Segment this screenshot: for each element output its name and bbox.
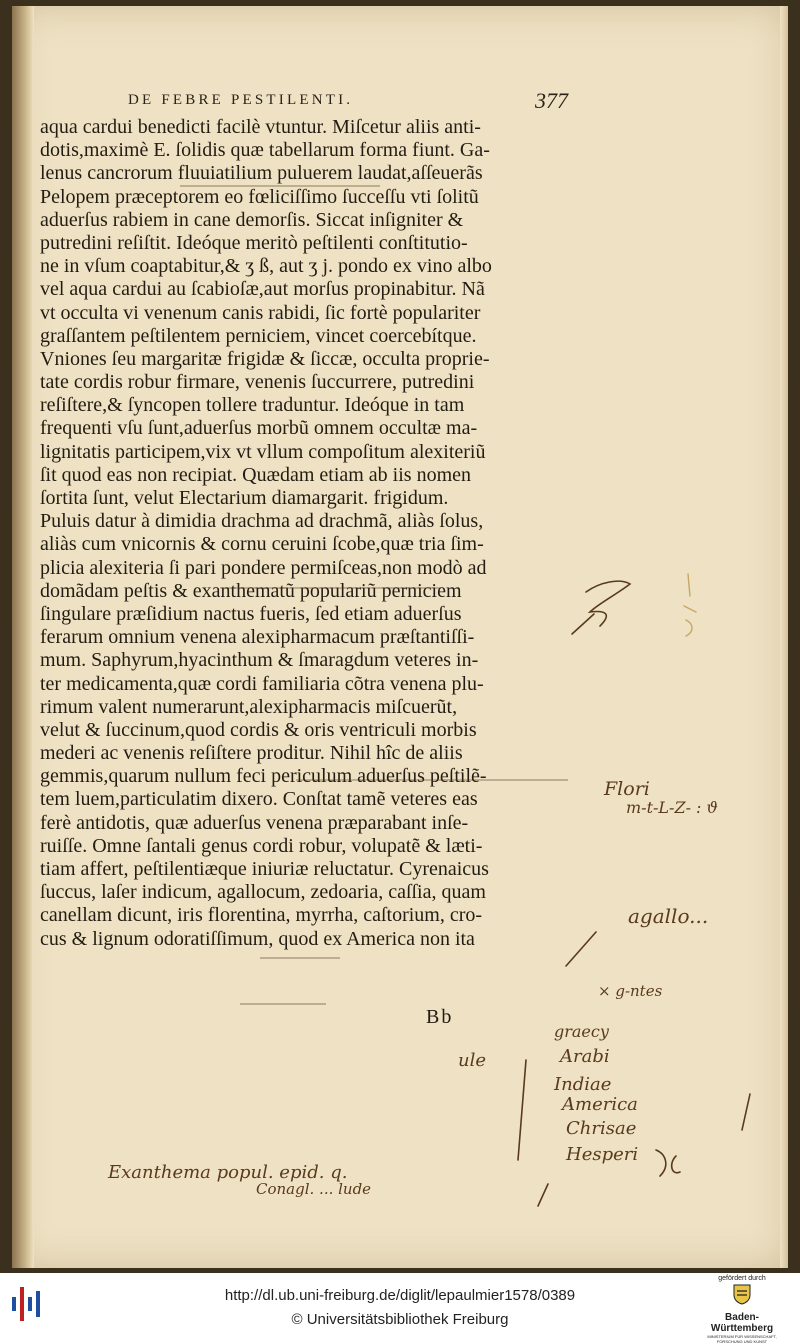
signature-mark: Bb: [426, 1006, 454, 1028]
baden-wuerttemberg-crest-icon: [730, 1283, 754, 1305]
text-line: dotis,maximè E. ſolidis quæ tabellarum forma fiunt. Ga-: [40, 139, 490, 162]
sponsor-state: Baden-Württemberg: [710, 1312, 774, 1334]
margin-list-item: Hesperi: [566, 1144, 639, 1165]
text-line: ne in vſum coaptabitur,& ʒ ß, aut ʒ j. pondo ex vino albo: [40, 255, 492, 278]
margin-list-item: America: [562, 1094, 638, 1115]
text-line: Puluis datur à dimidia drachma ad drachmã, aliàs ſolus,: [40, 510, 484, 533]
text-line: gemmis,quarum nullum feci periculum aduerſus peſtilẽ-: [40, 765, 487, 788]
text-line: ferè antidotis, quæ aduerſus venena præparabant inſe-: [40, 811, 469, 834]
margin-note-gentes: × g-ntes: [598, 982, 663, 1000]
running-head: DE FEBRE PESTILENTI.: [128, 92, 354, 108]
text-line: tem luem,particulatim dixero. Conſtat tamẽ veteres eas: [40, 788, 478, 811]
text-line: vel aqua cardui au ſcabioſæ,aut morſus propinabitur. Nã: [40, 278, 485, 301]
sponsor-label: gefördert durch: [718, 1275, 766, 1282]
text-line: ter medicamenta,quæ cordi familiaria cõtra venena plu-: [40, 672, 484, 695]
margin-mark-z: [586, 581, 630, 626]
text-line: reſiſtere,& ſyncopen tollere traduntur. Ideóque in tam: [40, 394, 465, 417]
text-line: aqua cardui benedicti facilè vtuntur. Miſcetur aliis anti-: [40, 116, 481, 138]
text-line: vt occulta vi venenum canis rabidi, ſic fortè populariter: [40, 301, 481, 324]
text-line: ſortita ſunt, velut Electarium diamargarit. frigidum.: [40, 487, 449, 509]
text-line: ſit quod eas non recipiat. Quædam etiam ab iis nomen: [40, 463, 472, 486]
offset-marks: [684, 574, 696, 636]
text-line: ruiſſe. Omne ſantali genus cordi robur, volupatẽ & læti-: [40, 834, 483, 857]
text-underlines: [180, 186, 568, 1004]
margin-list-item: Indiae: [554, 1074, 612, 1095]
margin-note-ule: ule: [458, 1050, 487, 1071]
text-line: aliàs cum vnicornis & cornu ceruini ſcobe,quæ tria ſim-: [40, 533, 484, 556]
text-line: graſſantem peſtilentem perniciem, vincet coercebítque.: [40, 324, 477, 347]
text-line: cus & lignum odoratiſſimum, quod ex America non ita: [40, 927, 475, 950]
margin-list-item: graecy: [554, 1022, 609, 1041]
text-line: ſingulare præſidium nactus fueris, ſed etiam aduerſus: [40, 602, 462, 625]
copyright-text: © Universitätsbibliothek Freiburg: [291, 1311, 509, 1328]
text-line: ferarum omnium venena alexipharmacum præſtantiſſi-: [40, 626, 475, 649]
bottom-note-line1: Exanthema popul. epid. q.: [108, 1162, 348, 1183]
margin-list-item: Arabi: [560, 1046, 610, 1067]
text-line: canellam dicunt, iris florentina, myrrha, caſtorium, cro-: [40, 904, 483, 927]
text-line: ſuccus, laſer indicum, agallocum, zedoaria, caſſia, quam: [40, 881, 486, 904]
text-line: lenus cancrorum fluuiatilium puluerem laudat,aſſeuerãs: [40, 162, 483, 185]
text-line: velut & ſuccinum,quod cordis & oris ventriculi morbis: [40, 718, 477, 741]
text-line: rimum valent numerarunt,alexipharmacis miſcuerũt,: [40, 695, 458, 718]
text-line: domãdam peſtis & exanthematũ populariũ perniciem: [40, 579, 462, 602]
text-line: frequenti vſu ſunt,aduerſus morbũ omnem occultæ ma-: [40, 417, 478, 440]
page-number: 377: [535, 88, 568, 113]
text-line: aduerſus rabiem in cane demorſis. Siccat inſigniter &: [40, 208, 464, 231]
text-line: Pelopem præceptorem eo fœliciſſimo ſucceſſu vti ſolitũ: [40, 185, 479, 208]
text-line: Vniones ſeu margaritæ frigidæ & ſiccæ, occulta proprie-: [40, 347, 490, 370]
text-line: mum. Saphyrum,hyacinthum & ſmaragdum veteres in-: [40, 649, 479, 672]
text-line: putredini reſiſtit. Ideóque meritò peſtilenti conſtitutio-: [40, 231, 468, 254]
margin-list-item: Chrisae: [566, 1118, 637, 1139]
margin-note-flor: Flori: [604, 778, 650, 800]
text-line: tiam affert, peſtilentiæque iniuriæ reluctatur. Cyrenaicus: [40, 858, 489, 880]
text-line: lignitatis participem,vix vt vllum compoſitum alexiteriũ: [40, 440, 486, 463]
permalink-url[interactable]: http://dl.ub.uni-freiburg.de/diglit/lepaulmier1578/0389: [224, 1287, 576, 1304]
bottom-note-line2: Conagl. ... lude: [256, 1180, 372, 1198]
footer-bar: [0, 1273, 800, 1344]
text-line: plicia alexiteria ſi pari pondere permiſceas,non modò ad: [40, 556, 487, 579]
margin-note-agallocum: agallo...: [628, 904, 709, 928]
text-line: tate cordis robur firmare, venenis ſuccurrere, putredini: [40, 371, 475, 394]
margin-note-flor-lower: m-t-L-Z- : ϑ: [626, 798, 718, 817]
text-line: mederi ac venenis reſiſtere proditur. Nihil hîc de aliis: [40, 742, 463, 765]
sponsor-block: [694, 1275, 790, 1344]
sponsor-ministry: MINISTERIUM FÜR WISSENSCHAFT, FORSCHUNG UND KUNST: [707, 1334, 777, 1344]
